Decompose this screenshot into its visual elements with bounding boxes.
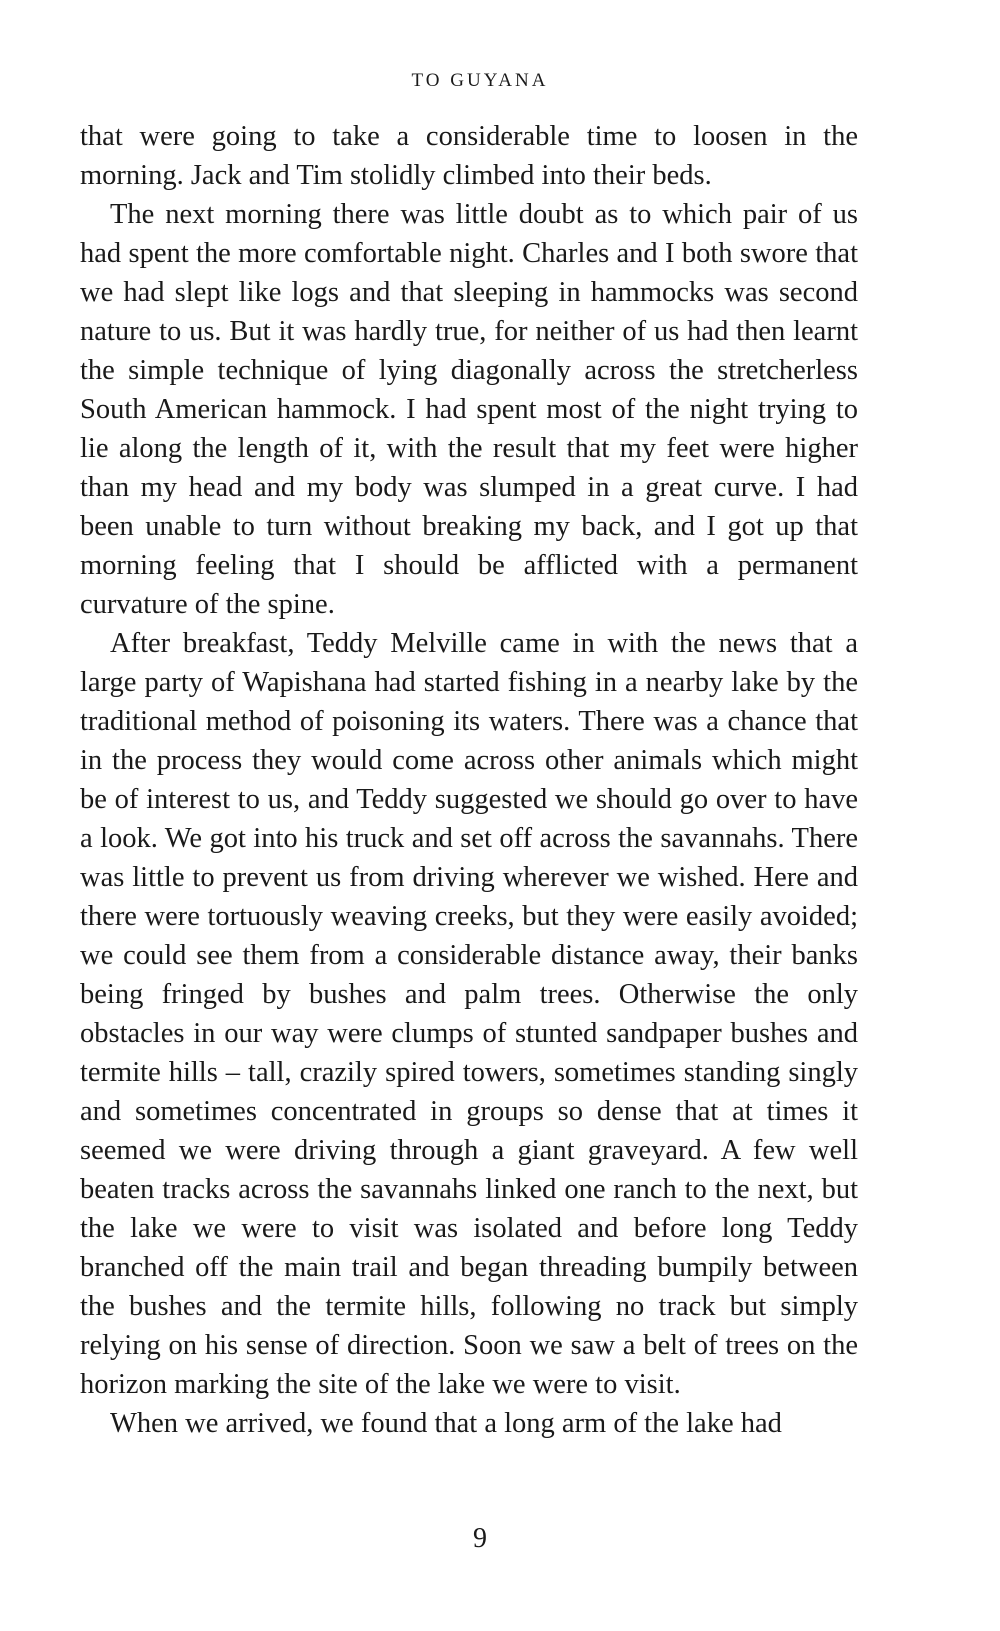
paragraph: After breakfast, Teddy Melville came in with the news that a large party of Wapishana had started fishing in a nearby lake by the traditional method of poisoning its waters. There was a chance that in the process they would come across other animals which might be of interest to us, and Teddy suggested we should go over to have a look. We got into his truck and set off across the savannahs. There was little to prevent us from driving wherever we wished. Here and there were tortuously weaving creeks, but they were easily avoided; we could see them from a considerable distance away, their banks being fringed by bushes and palm trees. Otherwise the only obstacles in our way were clumps of stunted sandpaper bushes and termite hills – tall, crazily spired towers, sometimes standing singly and sometimes concentrated in groups so dense that at times it seemed we were driving through a giant graveyard. A few well beaten tracks across the savannahs linked one ranch to the next, but the lake we were to visit was isolated and before long Teddy branched off the main trail and began threading bumpily between the bushes and the termite hills, following no track but simply relying on his sense of direction. Soon we saw a belt of trees on the horizon marking the site of the lake we were to visit. [80, 628, 858, 1400]
paragraph: The next morning there was little doubt as to which pair of us had spent the more comfortable night. Charles and I both swore that we had slept like logs and that sleeping in hammocks was second nature to us. But it was hardly true, for neither of us had then learnt the simple technique of lying diagonally across the stretcherless South American hammock. I had spent most of the night trying to lie along the length of it, with the result that my feet were higher than my head and my body was slumped in a great curve. I had been unable to turn without breaking my back, and I got up that morning feeling that I should be afflicted with a permanent curvature of the spine. [80, 199, 858, 620]
page-number: 9 [473, 1523, 487, 1554]
paragraph: When we arrived, we found that a long arm of the lake had [110, 1408, 782, 1439]
running-head: TO GUYANA [411, 70, 549, 91]
body-text [80, 117, 858, 1443]
paragraph: that were going to take a considerable time to loosen in the morning. Jack and Tim stolidly climbed into their beds. [80, 121, 858, 191]
